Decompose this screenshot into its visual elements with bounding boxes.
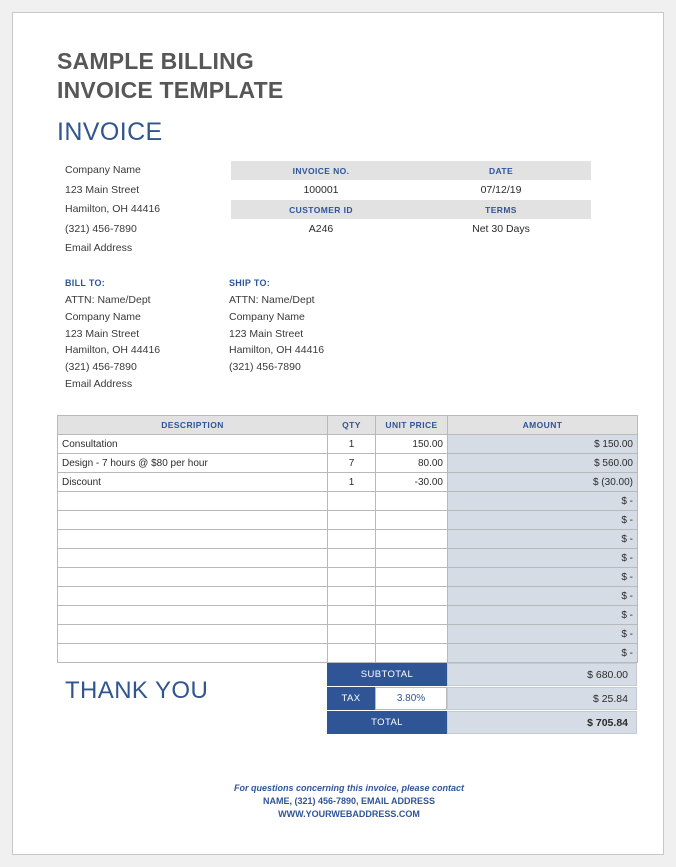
tax-value: $ 25.84 xyxy=(447,687,637,710)
line-item-qty[interactable] xyxy=(328,587,376,606)
invoice-footer xyxy=(57,782,641,821)
line-item-amount: $ - xyxy=(448,492,638,511)
line-item-row xyxy=(58,530,638,549)
top-info-area xyxy=(57,161,641,271)
bill-to-line: ATTN: Name/Dept xyxy=(65,294,151,306)
line-item-unit-price[interactable] xyxy=(376,511,448,530)
line-items-section xyxy=(57,415,641,663)
line-item-unit-price[interactable] xyxy=(376,492,448,511)
line-item-unit-price[interactable] xyxy=(376,587,448,606)
tax-rate-field[interactable]: 3.80% xyxy=(375,687,447,710)
line-item-description[interactable]: Design - 7 hours @ $80 per hour xyxy=(58,454,328,473)
line-item-qty[interactable] xyxy=(328,625,376,644)
line-item-row xyxy=(58,492,638,511)
address-area xyxy=(57,275,641,399)
ship-to-line: (321) 456-7890 xyxy=(229,361,301,374)
totals-section xyxy=(57,663,637,735)
date-label: DATE xyxy=(411,161,591,180)
ship-to-block xyxy=(229,275,409,376)
line-items-body xyxy=(58,435,638,663)
terms-value[interactable]: Net 30 Days xyxy=(411,219,591,238)
line-item-qty[interactable] xyxy=(328,530,376,549)
invoice-no-value[interactable]: 100001 xyxy=(231,180,411,199)
total-value: $ 705.84 xyxy=(447,711,637,734)
tax-label: TAX xyxy=(327,687,375,710)
line-item-description[interactable]: Consultation xyxy=(58,435,328,454)
line-item-qty[interactable] xyxy=(328,644,376,663)
tax-row xyxy=(327,687,637,710)
line-item-unit-price[interactable] xyxy=(376,625,448,644)
invoice-heading: INVOICE xyxy=(57,118,163,146)
line-item-amount: $ 560.00 xyxy=(448,454,638,473)
thank-you-text: THANK YOU xyxy=(65,677,209,704)
date-value[interactable]: 07/12/19 xyxy=(411,180,591,199)
line-item-unit-price[interactable] xyxy=(376,568,448,587)
meta-value-row xyxy=(231,180,591,199)
line-item-unit-price[interactable]: 150.00 xyxy=(376,435,448,454)
company-line: Company Name xyxy=(65,164,141,176)
line-item-qty[interactable]: 1 xyxy=(328,435,376,454)
line-item-unit-price[interactable] xyxy=(376,530,448,549)
line-item-description[interactable] xyxy=(58,549,328,568)
line-item-amount: $ 150.00 xyxy=(448,435,638,454)
line-item-qty[interactable] xyxy=(328,492,376,511)
company-line: 123 Main Street xyxy=(65,183,140,196)
document-title-line2: INVOICE TEMPLATE xyxy=(57,77,284,103)
line-item-row xyxy=(58,511,638,530)
document-title-line1: SAMPLE BILLING xyxy=(57,48,255,74)
line-item-amount: $ - xyxy=(448,568,638,587)
bill-to-line: Hamilton, OH 44416 xyxy=(65,344,161,357)
line-item-row xyxy=(58,435,638,454)
subtotal-label: SUBTOTAL xyxy=(327,663,447,686)
line-item-row xyxy=(58,549,638,568)
line-item-qty[interactable] xyxy=(328,549,376,568)
total-row xyxy=(327,711,637,734)
ship-to-line: Hamilton, OH 44416 xyxy=(229,344,325,357)
line-items-header-row xyxy=(58,416,638,435)
line-item-row xyxy=(58,587,638,606)
line-item-description[interactable] xyxy=(58,492,328,511)
line-item-amount: $ - xyxy=(448,606,638,625)
bill-to-line: 123 Main Street xyxy=(65,327,140,340)
meta-header-row xyxy=(231,161,591,180)
line-item-amount: $ - xyxy=(448,511,638,530)
line-item-row xyxy=(58,644,638,663)
customer-id-label: CUSTOMER ID xyxy=(231,200,411,219)
subtotal-value: $ 680.00 xyxy=(447,663,637,686)
line-item-amount: $ - xyxy=(448,625,638,644)
invoice-page xyxy=(12,12,664,855)
line-item-description[interactable] xyxy=(58,511,328,530)
column-header-qty: QTY xyxy=(328,416,376,435)
ship-to-line: ATTN: Name/Dept xyxy=(229,294,315,306)
footer-line-2: NAME, (321) 456-7890, EMAIL ADDRESS xyxy=(262,796,436,806)
line-item-description[interactable] xyxy=(58,530,328,549)
line-item-row xyxy=(58,454,638,473)
bill-to-line: (321) 456-7890 xyxy=(65,361,137,374)
line-item-qty[interactable] xyxy=(328,568,376,587)
line-item-unit-price[interactable]: -30.00 xyxy=(376,473,448,492)
terms-label: TERMS xyxy=(411,200,591,219)
ship-to-label: SHIP TO: xyxy=(229,278,271,288)
line-item-unit-price[interactable] xyxy=(376,644,448,663)
line-item-description[interactable] xyxy=(58,644,328,663)
line-item-amount: $ - xyxy=(448,587,638,606)
invoice-meta-table xyxy=(231,161,591,238)
bill-to-line: Company Name xyxy=(65,310,141,323)
line-item-description[interactable] xyxy=(58,606,328,625)
bill-to-label: BILL TO: xyxy=(65,278,106,288)
line-item-row xyxy=(58,568,638,587)
line-item-row xyxy=(58,625,638,644)
column-header-description: DESCRIPTION xyxy=(58,416,328,435)
line-item-unit-price[interactable]: 80.00 xyxy=(376,454,448,473)
line-item-unit-price[interactable] xyxy=(376,606,448,625)
company-line: Hamilton, OH 44416 xyxy=(65,203,161,216)
line-items-table xyxy=(57,415,638,663)
line-item-unit-price[interactable] xyxy=(376,549,448,568)
line-item-description[interactable] xyxy=(58,587,328,606)
company-line: Email Address xyxy=(65,242,133,255)
line-item-amount: $ - xyxy=(448,530,638,549)
company-address-block xyxy=(65,161,255,259)
column-header-unit-price: UNIT PRICE xyxy=(376,416,448,435)
line-item-qty[interactable] xyxy=(328,511,376,530)
invoice-no-label: INVOICE NO. xyxy=(231,161,411,180)
meta-header-row-2 xyxy=(231,200,591,219)
customer-id-value[interactable]: A246 xyxy=(231,219,411,238)
line-item-description[interactable] xyxy=(58,625,328,644)
footer-line-1: For questions concerning this invoice, please contact xyxy=(233,783,465,793)
ship-to-line: 123 Main Street xyxy=(229,327,304,340)
line-item-description[interactable]: Discount xyxy=(58,473,328,492)
total-label: TOTAL xyxy=(327,711,447,734)
subtotal-row xyxy=(327,663,637,686)
bill-to-block xyxy=(65,275,245,393)
line-item-amount: $ (30.00) xyxy=(448,473,638,492)
company-line: (321) 456-7890 xyxy=(65,222,137,235)
footer-website: WWW.YOURWEBADDRESS.COM xyxy=(278,809,420,819)
line-item-qty[interactable] xyxy=(328,606,376,625)
bill-to-line: Email Address xyxy=(65,377,133,390)
meta-value-row-2 xyxy=(231,219,591,238)
line-item-row xyxy=(58,606,638,625)
column-header-amount: AMOUNT xyxy=(448,416,638,435)
line-item-row xyxy=(58,473,638,492)
line-item-amount: $ - xyxy=(448,549,638,568)
line-item-qty[interactable]: 7 xyxy=(328,454,376,473)
line-item-amount: $ - xyxy=(448,644,638,663)
invoice-sheet xyxy=(57,47,641,819)
line-item-description[interactable] xyxy=(58,568,328,587)
line-item-qty[interactable]: 1 xyxy=(328,473,376,492)
document-title xyxy=(57,47,641,105)
ship-to-line: Company Name xyxy=(229,310,305,323)
